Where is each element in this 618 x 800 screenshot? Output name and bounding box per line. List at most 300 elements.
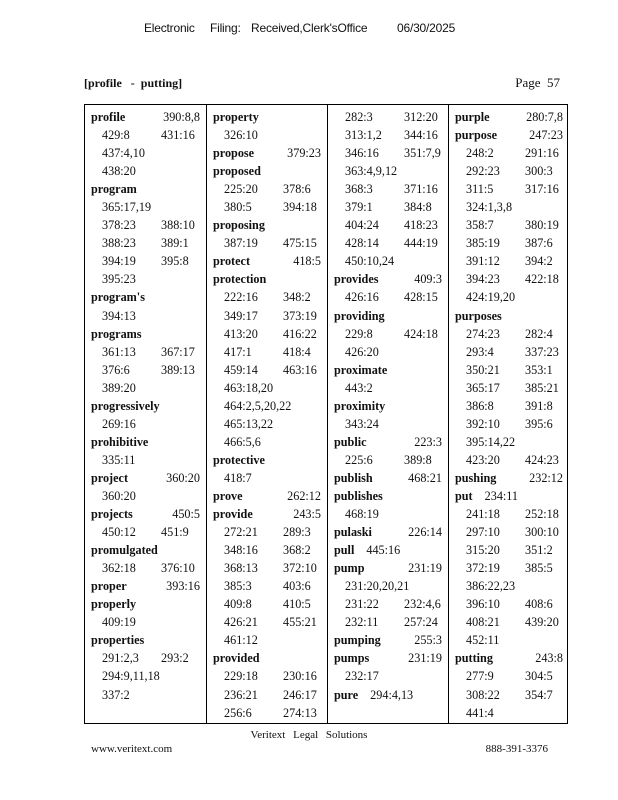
reference-line (328, 162, 448, 180)
page-reference: 360:20 (102, 488, 136, 503)
reference-line (449, 505, 569, 523)
page-reference: 223:3 (414, 434, 442, 449)
page-reference: 300:3 (525, 164, 553, 179)
reference-line (449, 577, 569, 595)
index-entry (328, 559, 448, 577)
index-entry (207, 649, 327, 667)
reference-line (207, 379, 327, 397)
reference-line (85, 144, 206, 162)
reference-line (85, 307, 206, 325)
page-reference: 461:12 (224, 633, 258, 648)
page-reference: 408:21 (466, 615, 500, 630)
filing-label: Filing: (210, 21, 241, 35)
index-term: projects (91, 507, 133, 522)
page-reference: 395:6 (525, 416, 553, 431)
page-reference: 280:7,8 (526, 110, 563, 124)
page-reference: 274:23 (466, 326, 500, 341)
reference-line (207, 577, 327, 595)
page-reference: 335:11 (102, 452, 136, 467)
page-reference: 409:19 (102, 615, 136, 630)
reference-line (85, 559, 206, 577)
page-reference: 368:2 (283, 543, 311, 558)
index-column-4 (448, 105, 569, 723)
page-reference: 311:5 (466, 182, 494, 197)
reference-line (328, 343, 448, 361)
page-reference: 291:16 (525, 146, 559, 161)
index-term: proximity (334, 398, 386, 413)
index-term: propose (213, 146, 255, 161)
reference-line (207, 523, 327, 541)
index-term: pure (334, 687, 359, 702)
page-reference: 248:2 (466, 146, 494, 161)
index-entry (85, 631, 206, 649)
word-index-table (84, 104, 568, 724)
reference-line (449, 234, 569, 252)
index-term: pumping (334, 633, 381, 648)
page-reference: 376:10 (161, 561, 195, 576)
page-reference: 372:10 (283, 561, 317, 576)
page-reference: 229:8 (345, 326, 373, 341)
page-reference: 262:12 (287, 488, 321, 503)
index-term: protect (213, 254, 250, 269)
page-reference: 337:2 (102, 687, 130, 702)
page-reference: 308:22 (466, 687, 500, 702)
footer-phone: 888-391-3376 (485, 743, 548, 755)
index-entry (207, 252, 327, 270)
index-term: properties (91, 633, 145, 648)
index-entry (207, 451, 327, 469)
page-reference: 243:8 (535, 651, 563, 666)
index-term: pumps (334, 651, 370, 666)
reference-line (449, 144, 569, 162)
page-reference: 416:22 (283, 326, 317, 341)
reference-line (207, 686, 327, 704)
page-reference: 455:21 (283, 615, 317, 630)
reference-line (85, 216, 206, 234)
page-reference: 389:13 (161, 362, 195, 377)
page-reference: 380:19 (525, 218, 559, 233)
index-entry (449, 649, 569, 667)
page-reference: 225:6 (345, 452, 373, 467)
page-reference: 294:4,13 (370, 687, 414, 702)
reference-line (449, 559, 569, 577)
index-entry (449, 487, 569, 505)
page-reference: 363:4,9,12 (345, 164, 398, 179)
page-reference: 403:6 (283, 579, 311, 594)
index-entry (328, 631, 448, 649)
page-reference: 394:18 (283, 200, 317, 215)
page-reference: 409:8 (224, 597, 252, 612)
page-reference: 256:6 (224, 705, 252, 720)
page-reference: 373:19 (283, 308, 317, 323)
index-entry (328, 361, 448, 379)
page-reference: 394:13 (102, 308, 136, 323)
reference-line (449, 288, 569, 306)
reference-line (207, 307, 327, 325)
page-reference: 282:3 (345, 110, 373, 124)
reference-line (449, 379, 569, 397)
reference-line (85, 487, 206, 505)
index-entry (328, 541, 448, 559)
page-reference: 293:4 (466, 344, 494, 359)
index-term: pulaski (334, 525, 372, 540)
page-reference: 466:5,6 (224, 434, 261, 449)
page-reference: 277:9 (466, 669, 494, 684)
page-reference: 294:9,11,18 (102, 669, 160, 684)
index-term: publishes (334, 488, 383, 503)
page-reference: 379:23 (287, 146, 321, 161)
index-term: purposes (455, 308, 502, 323)
page-reference: 365:17 (466, 380, 500, 395)
page-reference: 236:21 (224, 687, 258, 702)
reference-line (328, 415, 448, 433)
reference-line (207, 595, 327, 613)
reference-line (449, 343, 569, 361)
page-reference: 351:2 (525, 543, 553, 558)
page-reference: 388:23 (102, 236, 136, 251)
page-reference: 291:2,3 (102, 651, 139, 666)
page-reference: 391:8 (525, 398, 553, 413)
page-reference: 385:5 (525, 561, 553, 576)
page-reference: 395:14,22 (466, 434, 516, 449)
page-reference: 293:2 (161, 651, 189, 666)
page-reference: 423:20 (466, 452, 500, 467)
page-reference: 463:16 (283, 362, 317, 377)
page-reference: 451:9 (161, 525, 189, 540)
page-reference: 404:24 (345, 218, 379, 233)
page-reference: 396:10 (466, 597, 500, 612)
page-reference: 255:3 (414, 633, 442, 648)
index-term: programs (91, 326, 142, 341)
page-reference: 475:15 (283, 236, 317, 251)
filing-electronic: Electronic (144, 21, 195, 35)
reference-line (449, 180, 569, 198)
page-reference: 246:17 (283, 687, 317, 702)
reference-line (449, 361, 569, 379)
index-term: protective (213, 452, 265, 467)
reference-line (85, 686, 206, 704)
index-term: progressively (91, 398, 160, 413)
page-reference: 444:19 (404, 236, 438, 251)
reference-line (449, 325, 569, 343)
index-term: purple (455, 110, 490, 124)
index-term: property (213, 110, 259, 124)
page-reference: 247:23 (529, 128, 563, 143)
index-column-3 (327, 105, 448, 723)
page-reference: 408:6 (525, 597, 553, 612)
page-reference: 346:16 (345, 146, 379, 161)
index-term: promulgated (91, 543, 158, 558)
page-reference: 231:19 (408, 561, 442, 576)
reference-line (207, 469, 327, 487)
index-entry (449, 108, 569, 126)
index-term: prove (213, 488, 243, 503)
page-reference: 378:23 (102, 218, 136, 233)
index-entry (207, 108, 327, 126)
reference-line (207, 559, 327, 577)
reference-line (449, 216, 569, 234)
page-reference: 241:18 (466, 507, 500, 522)
page-reference: 418:5 (293, 254, 321, 269)
index-entry (328, 433, 448, 451)
reference-line (449, 252, 569, 270)
index-entry (328, 270, 448, 288)
reference-line (328, 198, 448, 216)
index-range: [profile - putting] (84, 76, 183, 90)
index-term: protection (213, 272, 267, 287)
page-reference: 243:5 (293, 507, 321, 522)
page-reference: 428:15 (404, 290, 438, 305)
reference-line (449, 667, 569, 685)
reference-line (85, 343, 206, 361)
reference-line (449, 613, 569, 631)
page-reference: 326:10 (224, 128, 258, 143)
reference-line (328, 288, 448, 306)
page-reference: 384:8 (404, 200, 432, 215)
reference-line (207, 234, 327, 252)
index-term: proximate (334, 362, 388, 377)
reference-line (85, 379, 206, 397)
reference-line (328, 577, 448, 595)
page-reference: 231:19 (408, 651, 442, 666)
page-reference: 344:16 (404, 128, 438, 143)
page-reference: 463:18,20 (224, 380, 274, 395)
page-reference: 232:11 (345, 615, 379, 630)
reference-line (85, 613, 206, 631)
page-reference: 343:24 (345, 416, 379, 431)
page-reference: 389:20 (102, 380, 136, 395)
reference-line (207, 631, 327, 649)
page-reference: 360:20 (166, 470, 200, 485)
reference-line (328, 505, 448, 523)
page-reference: 365:17,19 (102, 200, 152, 215)
page-reference: 450:10,24 (345, 254, 395, 269)
reference-line (449, 451, 569, 469)
page-reference: 413:20 (224, 326, 258, 341)
index-term: proper (91, 579, 127, 594)
index-term: put (455, 488, 473, 503)
page-reference: 232:4,6 (404, 597, 441, 612)
page-reference: 380:5 (224, 200, 252, 215)
reference-line (207, 198, 327, 216)
reference-line (328, 108, 448, 126)
page-reference: 465:13,22 (224, 416, 274, 431)
reference-line (85, 126, 206, 144)
reference-line (207, 288, 327, 306)
page-reference: 348:16 (224, 543, 258, 558)
page-reference: 394:2 (525, 254, 553, 269)
page-reference: 367:17 (161, 344, 195, 359)
index-entry (449, 469, 569, 487)
index-term: pull (334, 543, 355, 558)
index-entry (207, 162, 327, 180)
page-reference: 350:21 (466, 362, 500, 377)
page-reference: 424:19,20 (466, 290, 516, 305)
page-reference: 429:8 (102, 128, 130, 143)
page-reference: 379:1 (345, 200, 373, 215)
page-reference: 450:5 (172, 507, 200, 522)
page-reference: 452:11 (466, 633, 500, 648)
reference-line (449, 270, 569, 288)
reference-line (85, 649, 206, 667)
page-reference: 422:18 (525, 272, 559, 287)
index-term: program's (91, 290, 145, 305)
page-reference: 358:7 (466, 218, 494, 233)
reference-line (328, 126, 448, 144)
index-entry (328, 469, 448, 487)
index-entry (207, 216, 327, 234)
page-reference: 354:7 (525, 687, 553, 702)
reference-line (449, 198, 569, 216)
page-reference: 437:4,10 (102, 146, 145, 161)
page-reference: 418:23 (404, 218, 438, 233)
page-reference: 234:11 (484, 488, 519, 503)
page-reference: 297:10 (466, 525, 500, 540)
filing-received: Received,Clerk'sOffice (251, 21, 368, 35)
page-reference: 362:18 (102, 561, 136, 576)
index-entry (85, 325, 206, 343)
reference-line (207, 704, 327, 722)
reference-line (449, 397, 569, 415)
page-reference: 424:23 (525, 452, 559, 467)
index-entry (207, 487, 327, 505)
index-entry (207, 270, 327, 288)
reference-line (85, 234, 206, 252)
index-entry (207, 505, 327, 523)
reference-line (207, 415, 327, 433)
page-reference: 392:10 (466, 416, 500, 431)
reference-line (207, 667, 327, 685)
index-term: properly (91, 597, 137, 612)
index-entry (449, 307, 569, 325)
index-entry (328, 523, 448, 541)
index-entry (85, 108, 206, 126)
page-reference: 389:8 (404, 452, 432, 467)
page-reference: 225:20 (224, 182, 258, 197)
index-term: pushing (455, 470, 497, 485)
reference-line (85, 451, 206, 469)
reference-line (207, 325, 327, 343)
reference-line (85, 252, 206, 270)
reference-line (85, 198, 206, 216)
index-entry (85, 180, 206, 198)
page-reference: 317:16 (525, 182, 559, 197)
reference-line (207, 541, 327, 559)
index-term: proposing (213, 218, 265, 233)
page-reference: 393:16 (166, 579, 200, 594)
page-reference: 385:19 (466, 236, 500, 251)
page-reference: 269:16 (102, 416, 136, 431)
index-term: providing (334, 308, 385, 323)
index-entry (207, 144, 327, 162)
reference-line (328, 325, 448, 343)
page-reference: 439:20 (525, 615, 559, 630)
page-reference: 386:8 (466, 398, 494, 413)
page-reference: 324:1,3,8 (466, 200, 513, 215)
page-reference: 315:20 (466, 543, 500, 558)
index-column-1 (85, 105, 206, 723)
reference-line (207, 361, 327, 379)
page-reference: 300:10 (525, 525, 559, 540)
page-reference: 410:5 (283, 597, 311, 612)
reference-line (207, 433, 327, 451)
index-entry (85, 469, 206, 487)
page-reference: 274:13 (283, 705, 317, 720)
index-term: provided (213, 651, 260, 666)
page-number: Page 57 (515, 75, 560, 90)
index-entry (85, 541, 206, 559)
reference-line (207, 343, 327, 361)
page-reference: 353:1 (525, 362, 553, 377)
reference-line (449, 541, 569, 559)
page-reference: 468:21 (408, 470, 442, 485)
reference-line (328, 667, 448, 685)
page-reference: 394:19 (102, 254, 136, 269)
page-reference: 231:22 (345, 597, 379, 612)
page-reference: 395:23 (102, 272, 136, 287)
page-reference: 368:13 (224, 561, 258, 576)
page-reference: 230:16 (283, 669, 317, 684)
page-reference: 438:20 (102, 164, 136, 179)
page-reference: 386:22,23 (466, 579, 516, 594)
reference-line (85, 361, 206, 379)
index-term: program (91, 182, 137, 197)
reference-line (449, 595, 569, 613)
page-reference: 378:6 (283, 182, 311, 197)
page-reference: 229:18 (224, 669, 258, 684)
reference-line (85, 667, 206, 685)
filing-date: 06/30/2025 (397, 21, 456, 35)
index-entry (328, 397, 448, 415)
reference-line (85, 415, 206, 433)
page-reference: 445:16 (366, 543, 401, 558)
reference-line (328, 379, 448, 397)
page-reference: 351:7,9 (404, 146, 441, 161)
page-reference: 394:23 (466, 272, 500, 287)
page-reference: 409:3 (414, 272, 442, 287)
index-entry (328, 649, 448, 667)
page-reference: 391:12 (466, 254, 500, 269)
page-reference: 459:14 (224, 362, 258, 377)
page-reference: 313:1,2 (345, 128, 382, 143)
page-reference: 389:1 (161, 236, 189, 251)
page-reference: 418:7 (224, 470, 252, 485)
reference-line (328, 180, 448, 198)
page-reference: 272:21 (224, 525, 258, 540)
reference-line (328, 234, 448, 252)
footer-company: Veritext Legal Solutions (250, 729, 368, 741)
reference-line (449, 415, 569, 433)
index-entry (328, 487, 448, 505)
page-reference: 292:23 (466, 164, 500, 179)
page-reference: 349:17 (224, 308, 258, 323)
page-reference: 222:16 (224, 290, 258, 305)
reference-line (85, 270, 206, 288)
page-reference: 289:3 (283, 525, 311, 540)
page-reference: 304:5 (525, 669, 553, 684)
page-reference: 232:17 (345, 669, 379, 684)
page-reference: 312:20 (404, 110, 438, 124)
page-reference: 257:24 (404, 615, 438, 630)
page-reference: 431:16 (161, 128, 195, 143)
page-reference: 388:10 (161, 218, 195, 233)
reference-line (449, 686, 569, 704)
index-term: profile (91, 110, 126, 124)
page-reference: 390:8,8 (163, 110, 200, 124)
page-reference: 372:19 (466, 561, 500, 576)
reference-line (449, 162, 569, 180)
page-reference: 226:14 (408, 525, 442, 540)
